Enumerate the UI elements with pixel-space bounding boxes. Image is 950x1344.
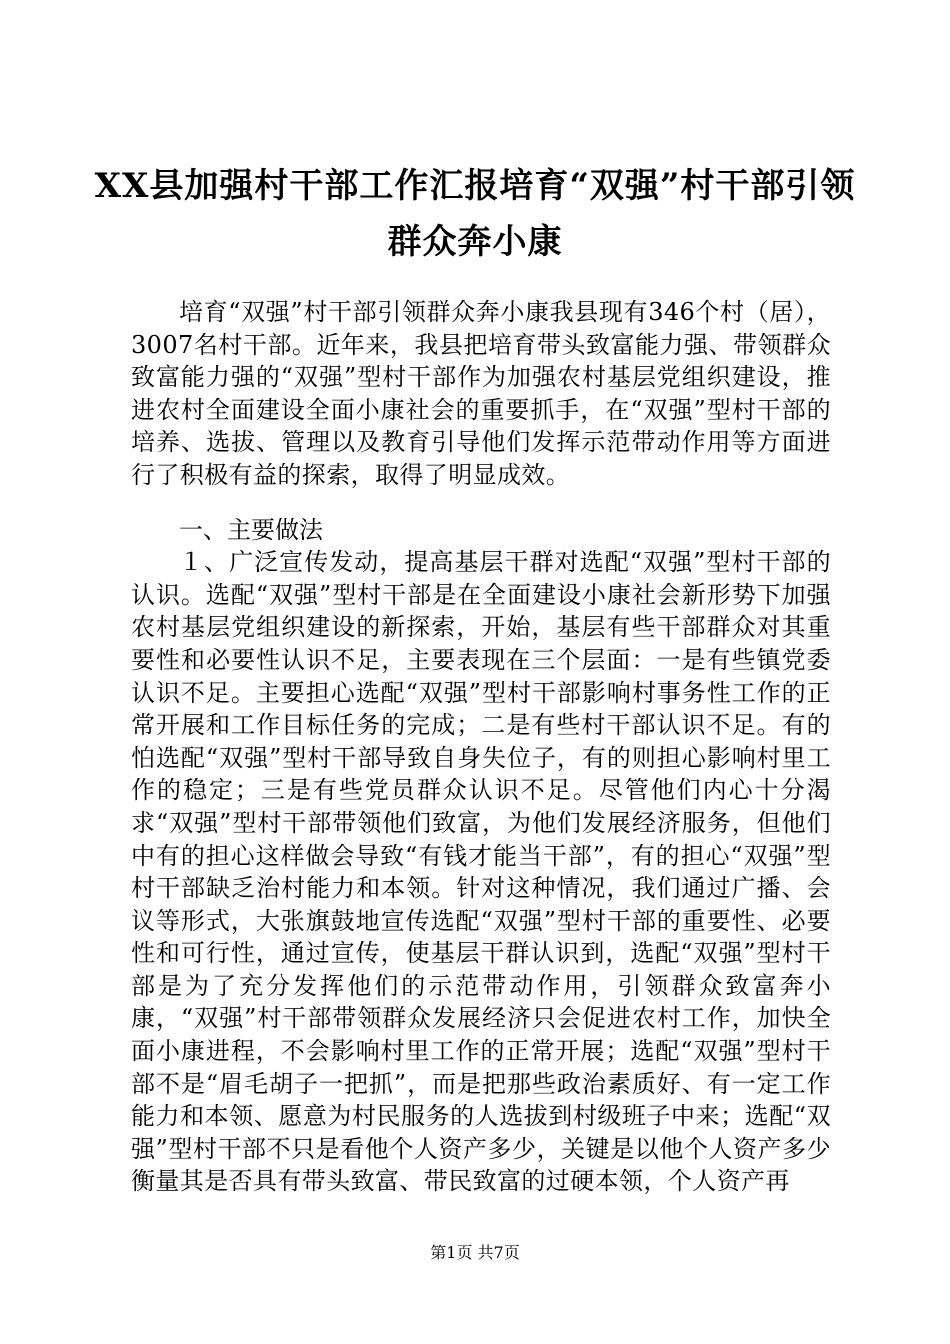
document-title: XX县加强村干部工作汇报培育“双强”村干部引领群众奔小康 xyxy=(94,166,856,262)
document-body xyxy=(131,296,831,1198)
page-footer: 第1页 共7页 xyxy=(430,1243,520,1262)
intro-paragraph: 培育“双强”村干部引领群众奔小康我县现有346个村（居），3007名村干部。近年来，我县把培育带头致富能力强、带领群众致富能力强的“双强”型村干部作为加强农村基层党组织建设，推进农村全面建设全面小康社会的重要抓手，在“双强”型村干部的培养、选拔、管理以及教育引导他们发挥示范带动作用等方面进行了积极有益的探索，取得了明显成效。 xyxy=(131,298,831,489)
section-heading: 一、主要做法 xyxy=(179,515,323,544)
section-paragraph: １、广泛宣传发动，提高基层干群对选配“双强”型村干部的认识。选配“双强”型村干部是在全面建设小康社会新形势下加强农村基层党组织建设的新探索，开始，基层有些干部群众对其重要性和必要性认识不足，主要表现在三个层面：一是有些镇党委认识不足。主要担心选配“双强”型村干部影响村事务性工作的正常开展和工作目标任务的完成；二是有些村干部认识不足。有的怕选配“双强”型村干部导致自身失位子，有的则担心影响村里工作的稳定；三是有些党员群众认识不足。尽管他们内心十分渴求“双强”型村干部带领他们致富，为他们发展经济服务，但他们中有的担心这样做会导致“有钱才能当干部”，有的担心“双强”型村干部缺乏治村能力和本领。针对这种情况，我们通过广播、会议等形式，大张旗鼓地宣传选配“双强”型村干部的重要性、必要性和可行性，通过宣传，使基层干群认识到，选配“双强”型村干部是为了充分发挥他们的示范带动作用，引领群众致富奔小康，“双强”村干部带领群众发展经济只会促进农村工作，加快全面小康进程，不会影响村里工作的正常开展；选配“双强”型村干部不是“眉毛胡子一把抓”，而是把那些政治素质好、有一定工作能力和本领、愿意为村民服务的人选拔到村级班子中来；选配“双强”型村干部不只是看他个人资产多少，关键是以他个人资产多少衡量其是否具有带头致富、带民致富的过硬本领，个人资产再 xyxy=(131,548,831,1196)
